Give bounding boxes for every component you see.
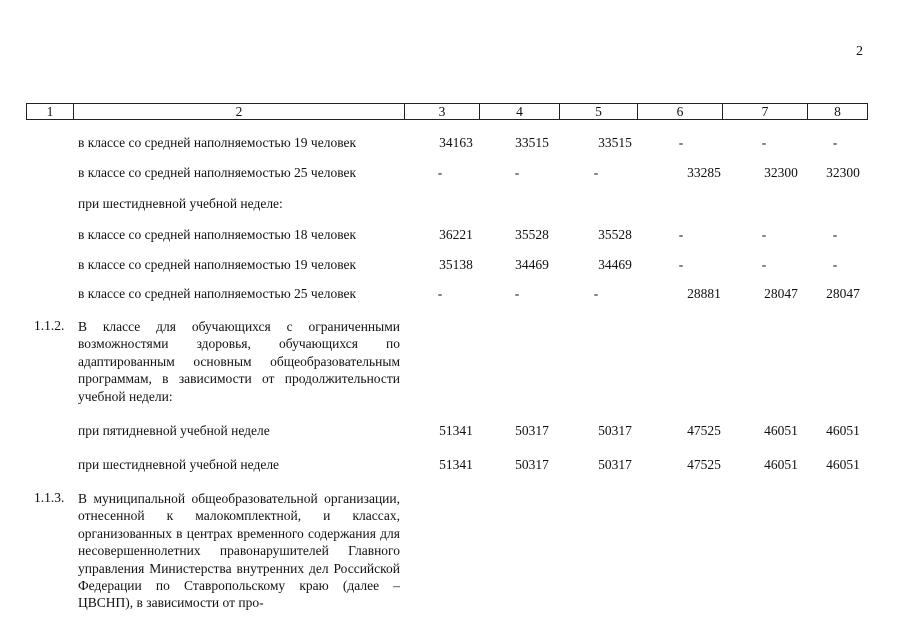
section-number: 1.1.2.	[34, 318, 65, 333]
table-header	[26, 103, 868, 120]
row-label: в классе со средней наполняемостью 25 человек	[78, 286, 357, 301]
value-cell: -	[678, 135, 684, 150]
value-cell: 35138	[439, 257, 473, 272]
value-cell: 50317	[598, 423, 632, 438]
value-cell: 51341	[439, 423, 473, 438]
value-cell: 28047	[826, 286, 860, 301]
value-cell: -	[514, 286, 520, 301]
row-label: в классе со средней наполняемостью 25 человек	[78, 165, 357, 180]
row-label: в классе со средней наполняемостью 19 человек	[78, 257, 357, 272]
value-cell: 50317	[598, 457, 632, 472]
header-cell: 4	[480, 104, 560, 119]
header-cell: 2	[74, 104, 405, 119]
value-cell: 35528	[598, 227, 632, 242]
row-label: в классе со средней наполняемостью 19 человек	[78, 135, 357, 150]
value-cell: 47525	[687, 457, 721, 472]
header-cell: 5	[560, 104, 638, 119]
value-cell: 34163	[439, 135, 473, 150]
value-cell: 34469	[515, 257, 549, 272]
value-cell: -	[832, 227, 838, 242]
header-cell: 3	[405, 104, 480, 119]
value-cell: 47525	[687, 423, 721, 438]
value-cell: 32300	[826, 165, 860, 180]
value-cell: 46051	[764, 423, 798, 438]
value-cell: -	[761, 135, 767, 150]
value-cell: -	[678, 227, 684, 242]
value-cell: -	[832, 135, 838, 150]
value-cell: 50317	[515, 457, 549, 472]
section-number: 1.1.3.	[34, 490, 65, 505]
value-cell: -	[761, 257, 767, 272]
header-cell: 8	[834, 104, 841, 119]
value-cell: -	[437, 286, 443, 301]
value-cell: 28047	[764, 286, 798, 301]
value-cell: 46051	[826, 457, 860, 472]
value-cell: -	[593, 165, 599, 180]
value-cell: 33515	[515, 135, 549, 150]
value-cell: 46051	[764, 457, 798, 472]
value-cell: -	[437, 165, 443, 180]
page-number: 2	[856, 44, 863, 59]
value-cell: 35528	[515, 227, 549, 242]
value-cell: 34469	[598, 257, 632, 272]
section-text: В муниципальной общеобразовательной организации, отнесенной к малокомплектной, и классах, организованных в центрах временного содержания для несовершеннолетних правонарушителей Главного управления Министерства внутренних дел Российской Федерации по Ставропольскому краю (далее – ЦВСНП), в зависимости от про-	[78, 491, 400, 611]
row-label: в классе со средней наполняемостью 18 человек	[78, 227, 357, 242]
value-cell: 28881	[687, 286, 721, 301]
value-cell: -	[832, 257, 838, 272]
value-cell: 32300	[764, 165, 798, 180]
row-label: при пятидневной учебной неделе	[78, 423, 270, 438]
value-cell: 36221	[439, 227, 473, 242]
value-cell: -	[761, 227, 767, 242]
section-text: В классе для обучающихся с ограниченными возможностями здоровья, обучающихся по адаптированным основным общеобразовательным программам, в зависимости от продолжительности учебной недели:	[78, 319, 400, 404]
value-cell: -	[678, 257, 684, 272]
row-label: при шестидневной учебной неделе	[78, 457, 280, 472]
header-cell: 1	[27, 104, 74, 119]
value-cell: 33285	[687, 165, 721, 180]
value-cell: 51341	[439, 457, 473, 472]
value-cell: 33515	[598, 135, 632, 150]
value-cell: 46051	[826, 423, 860, 438]
header-cell: 6	[638, 104, 723, 119]
header-cell: 7	[723, 104, 808, 119]
row-label: при шестидневной учебной неделе:	[78, 196, 283, 211]
value-cell: 50317	[515, 423, 549, 438]
value-cell: -	[593, 286, 599, 301]
value-cell: -	[514, 165, 520, 180]
